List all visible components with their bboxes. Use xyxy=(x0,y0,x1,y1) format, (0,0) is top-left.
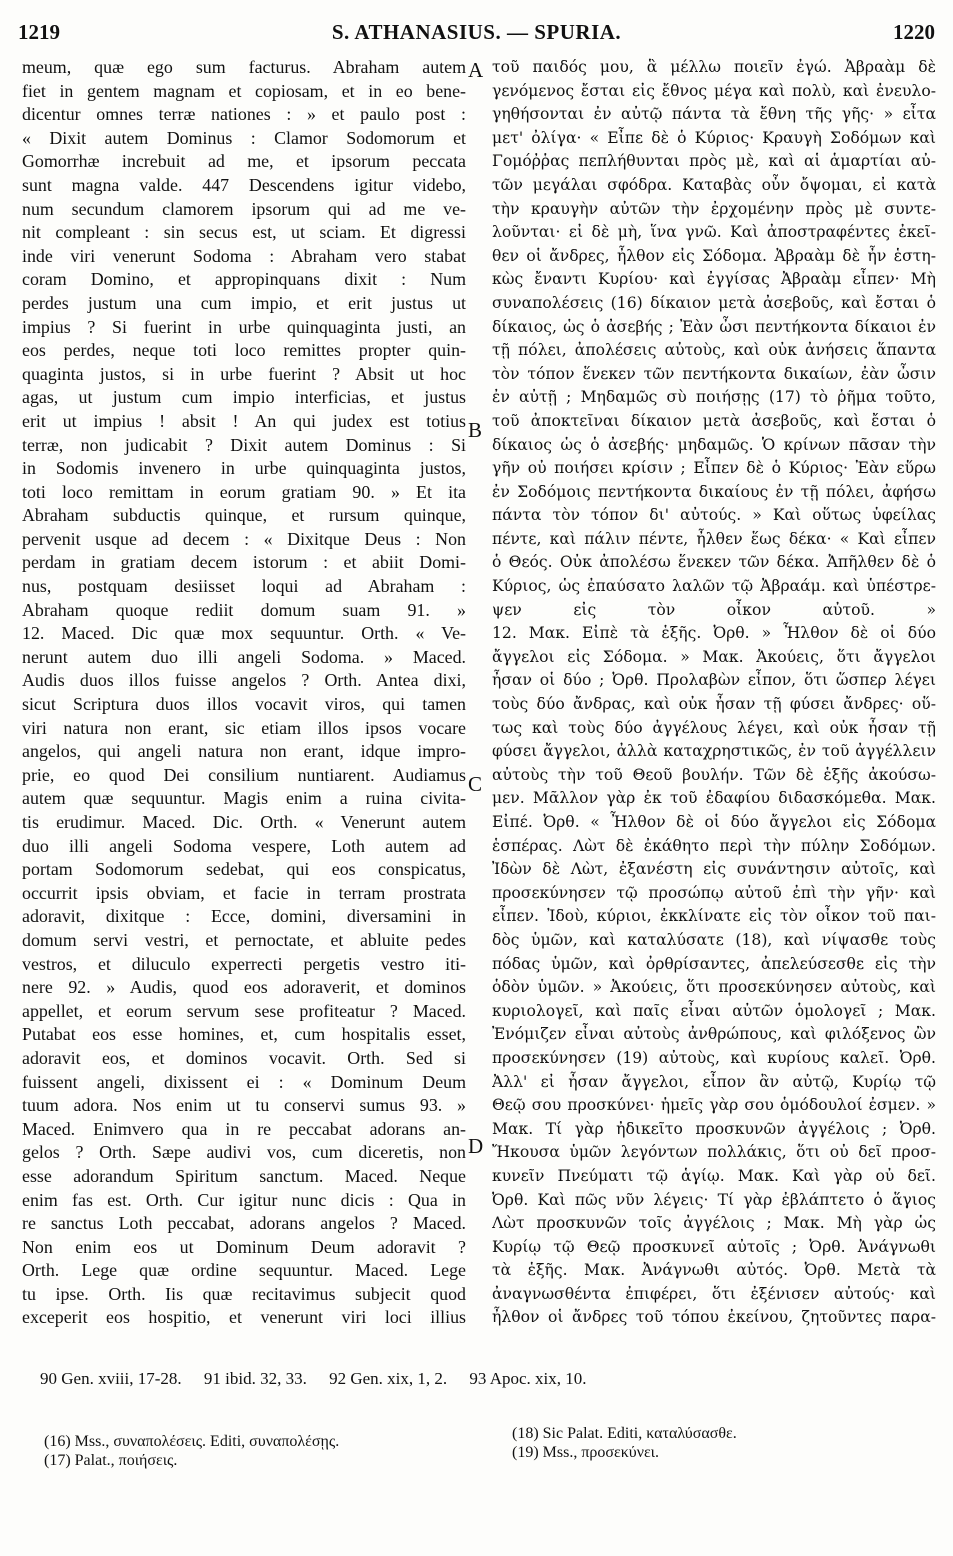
text-line: quaginta justos, si in urbe fuerint ? Absit ut hoc xyxy=(22,363,466,384)
text-line: coram Domino, et appropinquans dixit : Num xyxy=(22,269,466,290)
text-line: num secundum clamorem ipsorum qui ad me ve- xyxy=(22,198,466,219)
text-line: Εἰπέ. Ὀρθ. « Ἦλθον δὲ οἱ δύο ἄγγελοι εἰς Σόδομα xyxy=(492,813,936,831)
text-line: λοῦνται· εἰ δὲ μὴ, ἵνα γνῶ. Καὶ ἀποστραφέντες ἐκεῖ- xyxy=(492,223,936,242)
text-line: ἄγγελοι εἰς Σόδομα. » Μακ. Ἀκούεις, ὅτι ἄγγελοι xyxy=(492,647,936,666)
latin-column xyxy=(22,56,466,1356)
text-line: ὁ Θεός. Οὐκ ἀπολέσω ἕνεκεν τῶν δέκα. Ἀπῆλθεν δὲ ὁ xyxy=(492,553,936,572)
text-line: ἐν αὐτῇ ; Μηδαμῶς σὺ ποιήσῃς (17) τὸ ῥῆμα τοῦτο, xyxy=(492,388,936,407)
text-line: Κυρίῳ τῷ Θεῷ προσκυνεῖ αὐτοῖς ; Ὀρθ. Ἀνάγνωθι xyxy=(492,1237,936,1256)
footnote-18: (18) Sic Palat. Editi, καταλύσασθε. xyxy=(512,1425,737,1442)
text-line: Orth. Lege quæ ordine sequuntur. Maced. Lege xyxy=(22,1260,466,1281)
text-line: pervenit usque ad decem : « Dixitque Deus : Non xyxy=(22,528,466,549)
text-line: κὼς ἔναντι Κυρίου· καὶ ἐγγίσας Ἀβραὰμ εἶπεν· Μὴ xyxy=(492,270,936,289)
text-line: perdam in gratiam decem istorum : et abiit Domi- xyxy=(22,552,466,573)
text-line: portam Sodomorum sedebat, qui eos conspicatus, xyxy=(22,859,466,880)
text-line: angelos, qui angeli natura non erant, idque impro- xyxy=(22,741,466,762)
text-line: toti loco remittam in eorum gratiam 90. » Et ita xyxy=(22,481,466,502)
text-line: sicut Scriptura duos illos vocavit viros, qui tamen xyxy=(22,694,466,715)
text-line: terræ, non judicabit ? Dixit autem Dominus : Si xyxy=(22,434,466,455)
footnote-17: (17) Palat., ποιήσεις. xyxy=(44,1452,178,1469)
reference-91: 91 ibid. 32, 33. xyxy=(203,1369,307,1388)
text-line: τως καὶ τοὺς δύο ἀγγέλους λέγει, καὶ οὐκ ἦσαν τῇ xyxy=(492,718,936,737)
text-line: Μακ. Τί γὰρ ἠδικεῖτο προσκυνῶν ἀγγέλοις ; Ὀρθ. xyxy=(492,1119,936,1138)
footnote-19: (19) Mss., προσεκύνει. xyxy=(512,1444,659,1461)
text-line: dicentur omnes terræ nationes : » et paulo post : xyxy=(22,104,466,125)
margin-letter-b: B xyxy=(468,418,483,442)
text-line: fiet in gentem magnam et copiosam, et in eo bene- xyxy=(22,80,466,101)
text-line: εἶπεν. Ἰδοὺ, κύριοι, ἐκκλίνατε εἰς τὸν οἶκον τοῦ παι- xyxy=(492,907,936,926)
text-line: Ἰδὼν δὲ Λὼτ, ἐξανέστη εἰς συνάντησιν αὐτοῖς, καὶ xyxy=(492,860,936,879)
reference-90: 90 Gen. xviii, 17-28. xyxy=(40,1369,182,1388)
text-line: Gomorrhæ increbuit ad me, et ipsorum peccata xyxy=(22,151,466,172)
footnote-16: (16) Mss., συναπολέσεις. Editi, συναπολέσῃς. xyxy=(44,1433,340,1450)
text-line: 12. Maced. Dic quæ mox sequuntur. Orth. « Ve- xyxy=(22,623,466,644)
text-line: in Sodomis invenero in urbe quinquaginta justos, xyxy=(22,458,466,479)
text-line: γενόμενος ἔσται εἰς ἔθνος μέγα καὶ πολὺ, καὶ ἐνευλο- xyxy=(492,81,936,100)
text-line: πάντα τὸν τόπον δι' αὐτούς. » Καὶ οὕτως ὑφείλας xyxy=(492,506,936,525)
text-line: agas, ut justum cum impio interficias, et justus xyxy=(22,387,466,408)
text-line: nit compleant : sin secus est, ut sciam. Et digressi xyxy=(22,222,466,243)
text-line: πόδας ὑμῶν, καὶ ὀρθρίσαντες, ἀπελεύσεσθε εἰς τὴν xyxy=(492,954,936,973)
running-title: S. ATHANASIUS. — SPURIA. xyxy=(331,20,622,44)
margin-letter-a: A xyxy=(468,58,484,82)
text-line: τὸν τόπον ἕνεκεν τῶν πεντήκοντα δικαίων, ἐὰν ὦσιν xyxy=(492,364,936,383)
text-line: προσεκύνησεν (19) αὐτοὺς, καὶ κυρίους καλεῖ. Ὀρθ. xyxy=(492,1048,936,1067)
text-line: duo illi angeli Sodoma vespere, Loth autem ad xyxy=(22,835,466,856)
text-line: enim fas est. Orth. Cur igitur nunc dicis : Qua in xyxy=(22,1189,466,1210)
text-line: ἀναγνωσθέντα ἐπιφέρει, ὅτι ἐξένισεν αὐτούς· καὶ xyxy=(492,1284,936,1303)
greek-column xyxy=(492,56,936,1356)
text-line: nus, postquam desiisset loqui ad Abraham : xyxy=(22,576,466,597)
text-line: τῶν μεγάλαι σφόδρα. Καταβὰς οὖν ὄψομαι, εἰ κατὰ xyxy=(492,175,936,194)
text-line: fuissent angeli, dixissent ei : « Dominum Deum xyxy=(22,1071,466,1092)
footnotes-right xyxy=(512,1424,932,1462)
text-line: θεν οἱ ἄνδρες, ἦλθον εἰς Σόδομα. Ἀβραὰμ δὲ ἦν ἑστη- xyxy=(492,246,936,265)
text-line: vestros, et diluculo experrecti pergetis vestro iti- xyxy=(22,953,466,974)
text-line: προσεκύνησεν τῷ προσώπῳ αὐτοῦ ἐπὶ τὴν γῆν· καὶ xyxy=(492,883,936,902)
text-line: φύσει ἄγγελοι, ἀλλὰ καταχρηστικῶς, ἐν τοῦ ἀγγέλλειν xyxy=(492,742,936,761)
text-line: Γομόῤῥας πεπλήθυνται πρὸς μὲ, καὶ αἱ ἁμαρτίαι αὐ- xyxy=(492,152,936,171)
text-line: ἐν Σοδόμοις πεντήκοντα δικαίους ἐν τῇ πόλει, ἀφήσω xyxy=(492,482,936,501)
text-line: Ἐνόμιζεν εἶναι αὐτοὺς ἀνθρώπους, καὶ φιλόξενος ὢν xyxy=(492,1025,936,1044)
text-line: Κύριος, ὡς ἐπαύσατο λαλῶν τῷ Ἀβραάμ. καὶ ὑπέστρε- xyxy=(492,577,936,596)
text-line: τοῦ παιδός μου, ἃ μέλλω ποιεῖν ἐγώ. Ἀβραὰμ δὲ xyxy=(492,58,936,76)
text-line: adoravit eos, et dominos vocavit. Orth. Sed si xyxy=(22,1047,466,1068)
scripture-references xyxy=(40,1369,920,1395)
text-line: tu ipse. Orth. Iis quæ recitavimus subjecit quod xyxy=(22,1283,466,1304)
text-line: μεν. Μᾶλλον γὰρ ἐκ τοῦ ἐδαφίου διδασκόμεθα. Μακ. xyxy=(492,789,936,808)
text-line: autem quæ sequuntur. Magis enim a ruina civita- xyxy=(22,788,466,809)
text-line: « Dixit autem Dominus : Clamor Sodomorum et xyxy=(22,127,466,148)
text-line: ἦσαν οἱ δύο ; Ὀρθ. Προλαβὼν εἶπον, ὅτι ὥσπερ λέγει xyxy=(492,671,936,690)
text-line: meum, quæ ego sum facturus. Abraham autem xyxy=(22,57,466,77)
text-line: Abraham quoque rediit domum suam 91. » xyxy=(22,599,466,620)
text-line: τῇ πόλει, ἀπολέσεις αὐτοὺς, καὶ οὐκ ἀνήσεις ἅπαντα xyxy=(492,341,936,360)
text-line: eos perdes, neque toti loco remittes propter quin- xyxy=(22,340,466,361)
left-page-number: 1219 xyxy=(18,20,60,44)
text-line: Maced. Enimvero qua in re peccabat adorans an- xyxy=(22,1118,466,1139)
text-line: δίκαιος, ὡς ὁ ἀσεβής ; Ἐὰν ὦσι πεντήκοντα δίκαιοι ἐν xyxy=(492,317,936,336)
text-line: Ὀρθ. Καὶ πῶς νῦν λέγεις· Τί γὰρ ἐβλάπτετο ὁ ἅγιος xyxy=(492,1190,936,1209)
text-line: tuum adora. Nos enim ut tu conservi sumus 93. » xyxy=(22,1095,466,1116)
text-line: αὐτοὺς τὴν τοῦ Θεοῦ βουλήν. Τῶν δὲ ἑξῆς ἀκούσω- xyxy=(492,765,936,784)
text-line: Θεῷ σου προσκύνει· ἡμεῖς γὰρ σου ὁμόδουλοί ἐσμεν. » xyxy=(492,1096,936,1115)
page-header xyxy=(18,14,935,48)
text-line: Putabat eos esse homines, et, cum hospitalis esset, xyxy=(22,1024,466,1045)
text-line: τοὺς δύο ἄνδρας, καὶ οὐκ ἦσαν τῇ φύσει ἄνδρες· οὕ- xyxy=(492,695,936,714)
text-line: γηθήσονται ἐν αὐτῷ πάντα τὰ ἔθνη τῆς γῆς· » εἶτα xyxy=(492,105,936,124)
text-line: 12. Μακ. Εἰπὲ τὰ ἑξῆς. Ὀρθ. » Ἦλθον δὲ οἱ δύο xyxy=(492,624,936,643)
text-line: πέντε, καὶ πάλιν πέντε, ἦλθεν ἕως δέκα· « Καὶ εἶπεν xyxy=(492,529,936,548)
text-line: domum servi vestri, et pernoctate, et abluite pedes xyxy=(22,929,466,950)
text-line: ἦλθον οἱ ἄνδρες τοῦ τόπου ἐκείνου, ζητοῦντες παρα- xyxy=(492,1308,936,1327)
text-line: nerunt autem duo illi angeli Sodoma. » Maced. xyxy=(22,646,466,667)
right-page-number: 1220 xyxy=(893,20,935,44)
text-line: Λὼτ προσκυνῶν τοῖς ἀγγέλοις ; Μακ. Μὴ γὰρ ὡς xyxy=(492,1214,936,1233)
text-line: tis erudimur. Maced. Dic. Orth. « Venerunt autem xyxy=(22,812,466,832)
text-line: inde viri venerunt Sodoma : Abraham vero stabat xyxy=(22,245,466,266)
text-line: adoravit, dixitque : Ecce, domini, diversamini in xyxy=(22,906,466,927)
text-line: Abraham subductis quinque, et rursum quinque, xyxy=(22,505,466,526)
footnotes-left xyxy=(44,1432,464,1470)
text-line: μετ' ὀλίγα· « Εἶπε δὲ ὁ Κύριος· Κραυγὴ Σοδόμων καὶ xyxy=(492,128,936,147)
text-line: viri natura non erant, sic etiam illos ipsos vocare xyxy=(22,717,466,738)
reference-93: 93 Apoc. xix, 10. xyxy=(469,1369,587,1388)
text-line: γῆν οὐ ποιήσει κρίσιν ; Εἶπεν δὲ ὁ Κύριος· Ἐὰν εὕρω xyxy=(492,459,936,478)
text-line: esse adorandum Spiritum sanctum. Maced. Neque xyxy=(22,1165,466,1186)
text-line: ἑσπέρας. Λὼτ δὲ ἐκάθητο περὶ τὴν πύλην Σοδόμων. xyxy=(492,836,936,855)
text-line: ὁδὸν ὑμῶν. » Ἀκούεις, ὅτι προσεκύνησεν αὐτοὺς, καὶ xyxy=(492,978,936,997)
text-line: prie, eo quod Dei consilium nuntiarent. Audiamus xyxy=(22,764,466,785)
text-line: sunt magna valde. 447 Descendens igitur videbo, xyxy=(22,174,466,195)
margin-letter-d: D xyxy=(468,1134,484,1158)
text-line: Non enim eos ut Dominum Deum adoravit ? xyxy=(22,1236,466,1257)
text-line: appellet, et eorum servum sese profiteatur ? Maced. xyxy=(22,1000,466,1021)
text-line: gelos ? Orth. Sæpe audivi vos, cum diceretis, non xyxy=(22,1142,466,1163)
text-line: δίκαιος ὡς ὁ ἀσεβής· μηδαμῶς. Ὁ κρίνων πᾶσαν τὴν xyxy=(492,435,936,454)
text-line: τὴν κραυγὴν αὐτῶν τὴν ἐρχομένην πρὸς μὲ συντε- xyxy=(492,199,936,218)
reference-92: 92 Gen. xix, 1, 2. xyxy=(329,1369,448,1388)
text-line: nere 92. » Audis, quod eos adoraverit, et dominos xyxy=(22,977,466,998)
text-line: τὰ ἑξῆς. Μακ. Ἀνάγνωθι αὐτός. Ὀρθ. Μετὰ τὰ xyxy=(492,1261,936,1280)
text-line: impius ? Si fuerint in urbe quinquaginta justi, an xyxy=(22,316,466,337)
text-line: ψεν εἰς τὸν οἶκον αὐτοῦ. » xyxy=(492,600,936,619)
text-line: δὸς ὑμῶν, καὶ καταλύσατε (18), καὶ νίψασθε τοὺς xyxy=(492,930,936,949)
text-line: Ἤκουσα ὑμῶν λεγόντων πολλάκις, ὅτι οὐ δεῖ προσ- xyxy=(492,1143,936,1162)
text-line: Ἀλλ' εἰ ἦσαν ἄγγελοι, εἶπον ἂν αὐτῷ, Κυρίῳ τῷ xyxy=(492,1072,936,1091)
margin-letter-c: C xyxy=(468,772,483,796)
text-line: Audis duos illos fuisse angelos ? Orth. Antea dixi, xyxy=(22,670,466,691)
text-line: perdes justum una cum impio, et erit justus ut xyxy=(22,292,466,313)
text-line: τοῦ ἀποκτεῖναι δίκαιον μετὰ ἀσεβοῦς, καὶ ἔσται ὁ xyxy=(492,411,936,430)
text-line: κυριολογεῖ, καὶ παῖς εἶναι αὐτῶν ὁμολογεῖ ; Μακ. xyxy=(492,1001,936,1020)
text-line: occurrit ipsis obviam, et facie in terram prostrata xyxy=(22,882,466,903)
text-line: re sanctus Loth peccabat, adorans angelos ? Maced. xyxy=(22,1213,466,1234)
text-line: κυνεῖν Πνεύματι τῷ ἁγίῳ. Μακ. Καὶ γὰρ οὐ δεῖ. xyxy=(492,1166,936,1185)
text-line: συναπολέσεις (16) δίκαιον μετὰ ἀσεβοῦς, καὶ ἔσται ὁ xyxy=(492,293,936,312)
text-line: erit ut impius ! absit ! An qui judex est totius xyxy=(22,410,466,431)
text-line: exceperit eos hospitio, et venerunt viri loci illius xyxy=(22,1307,466,1328)
